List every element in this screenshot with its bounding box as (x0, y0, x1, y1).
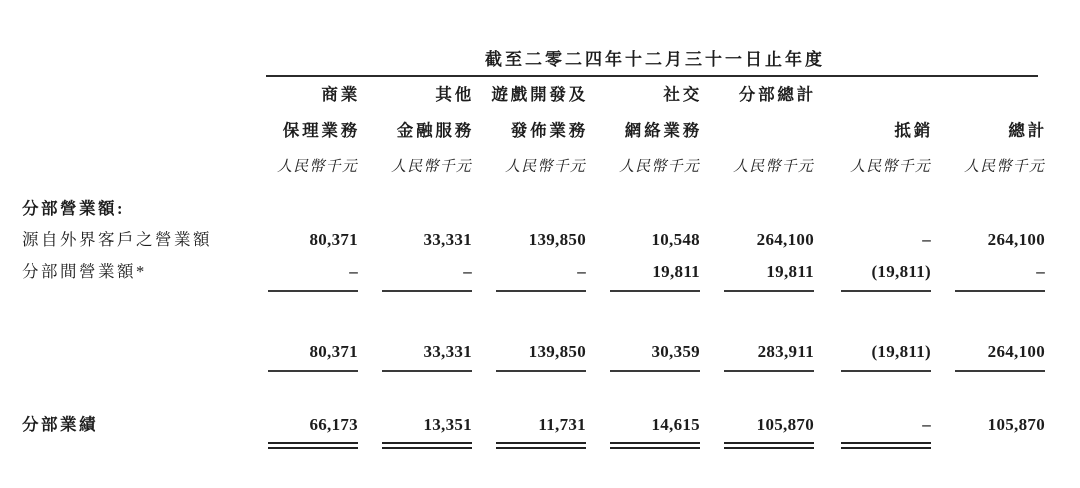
period-header: 截至二零二四年十二月三十一日止年度 (485, 50, 825, 69)
header-spacer (0, 120, 265, 142)
column-header-row-2 (0, 120, 1045, 142)
single-rule (841, 370, 931, 372)
cell-value: 264,100 (987, 342, 1045, 361)
cell-value: 10,548 (651, 230, 700, 249)
double-rule (268, 442, 358, 449)
col-header-segment-total-1: 分部總計 (738, 85, 816, 104)
single-rule (724, 290, 814, 292)
single-rule (382, 370, 472, 372)
row-label: 分部間營業額* (22, 262, 147, 281)
single-rule (268, 370, 358, 372)
cell-value: 139,850 (528, 342, 586, 361)
cell-value: 80,371 (309, 230, 358, 249)
table-row-total-revenue (0, 341, 1045, 372)
col-header-grand-total-1 (931, 84, 1045, 106)
double-rule (610, 442, 700, 449)
single-rule (268, 290, 358, 292)
cell-value: 11,731 (538, 415, 586, 434)
col-header-segment-total-2 (700, 120, 814, 142)
double-rule (496, 442, 586, 449)
col-header-social-network-1: 社交 (663, 85, 702, 104)
cell-value: – (922, 230, 931, 249)
col-header-commercial-factoring-1: 商業 (321, 85, 360, 104)
cell-value: 105,870 (987, 415, 1045, 434)
row-label: 分部業績 (22, 415, 98, 434)
section-label: 分部營業額: (22, 199, 125, 218)
col-header-social-network-2: 網絡業務 (624, 121, 702, 140)
unit-label: 人民幣千元 (390, 159, 472, 175)
single-rule (610, 290, 700, 292)
cell-value: 80,371 (309, 342, 358, 361)
cell-value: 66,173 (309, 415, 358, 434)
row-label (0, 341, 265, 372)
single-rule (496, 290, 586, 292)
col-header-elimination-1 (814, 84, 931, 106)
unit-label: 人民幣千元 (618, 159, 700, 175)
col-header-game-dev-2: 發佈業務 (510, 121, 588, 140)
col-header-game-dev-1: 遊戲開發及 (491, 85, 588, 104)
single-rule (841, 290, 931, 292)
cell-value: 264,100 (987, 230, 1045, 249)
row-label: 源自外界客戶之營業額 (22, 230, 212, 249)
unit-label: 人民幣千元 (963, 159, 1045, 175)
single-rule (610, 370, 700, 372)
cell-value: 139,850 (528, 230, 586, 249)
cell-value: – (349, 262, 358, 281)
unit-label: 人民幣千元 (504, 159, 586, 175)
cell-value: – (922, 415, 931, 434)
cell-value: 283,911 (757, 342, 814, 361)
cell-value: (19,811) (871, 342, 931, 361)
col-header-commercial-factoring-2: 保理業務 (282, 121, 360, 140)
header-spacer (0, 84, 265, 106)
cell-value: (19,811) (871, 262, 931, 281)
column-header-row-1 (0, 84, 1045, 106)
cell-value: – (463, 262, 472, 281)
cell-value: 105,870 (756, 415, 814, 434)
cell-value: 33,331 (423, 342, 472, 361)
section-label-row (0, 198, 1045, 220)
single-rule (955, 370, 1045, 372)
unit-row (0, 156, 1045, 178)
col-header-other-financial-2: 金融服務 (396, 121, 474, 140)
col-header-grand-total-2: 總計 (1008, 121, 1047, 140)
cell-value: 13,351 (423, 415, 472, 434)
cell-value: – (1036, 262, 1045, 281)
table-row-intersegment-revenue (0, 261, 1045, 292)
double-rule (841, 442, 931, 449)
unit-label: 人民幣千元 (276, 159, 358, 175)
col-header-elimination-2: 抵銷 (894, 121, 933, 140)
header-spacer (0, 156, 265, 178)
single-rule (955, 290, 1045, 292)
single-rule (496, 370, 586, 372)
double-rule (382, 442, 472, 449)
single-rule (724, 370, 814, 372)
cell-value: 19,811 (652, 262, 700, 281)
cell-value: 14,615 (651, 415, 700, 434)
single-rule (382, 290, 472, 292)
cell-value: 264,100 (756, 230, 814, 249)
double-rule (724, 442, 814, 449)
cell-value: 33,331 (423, 230, 472, 249)
cell-value: 19,811 (766, 262, 814, 281)
cell-value: – (577, 262, 586, 281)
header-top-rule (266, 75, 1038, 77)
unit-label: 人民幣千元 (849, 159, 931, 175)
table-row-external-revenue (0, 229, 1045, 251)
unit-label: 人民幣千元 (732, 159, 814, 175)
cell-value: 30,359 (651, 342, 700, 361)
col-header-other-financial-1: 其他 (435, 85, 474, 104)
table-row-segment-results (0, 414, 1045, 449)
